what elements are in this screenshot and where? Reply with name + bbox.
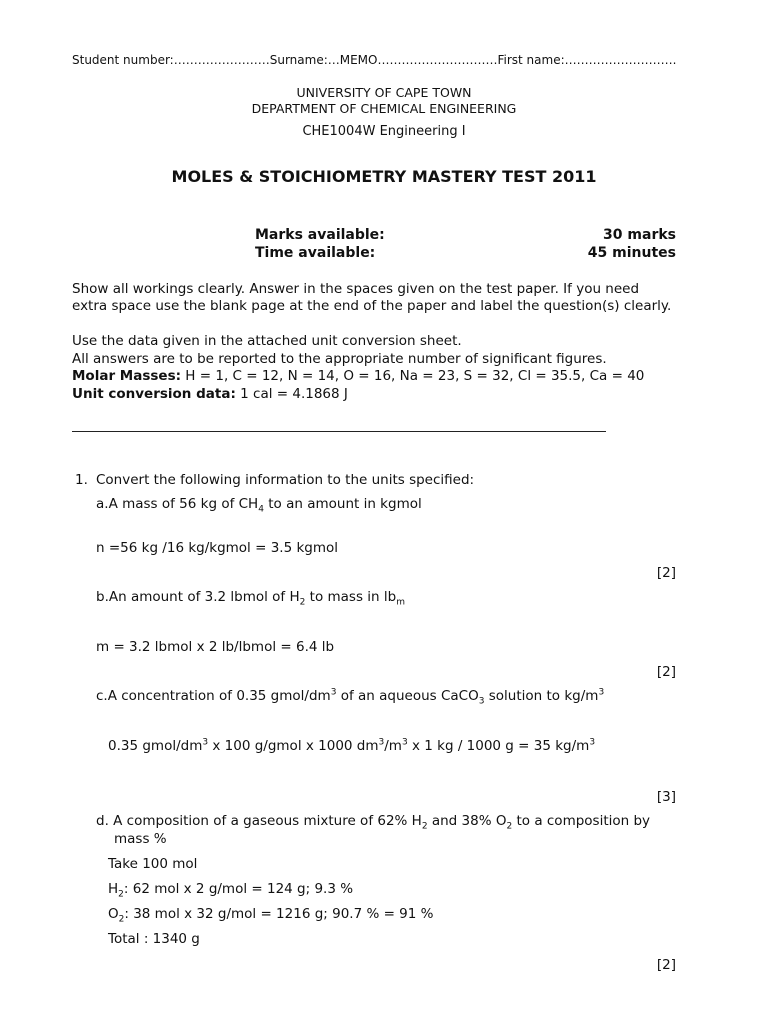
unit-conversion-value: 1 cal = 4.1868 J (235, 386, 348, 402)
answer-d-line: Total : 1340 g (108, 931, 200, 947)
marks-d: [2] (656, 957, 676, 973)
question-b: b.An amount of 3.2 lbmol of $H_2$ to mass in $lb_m$ (96, 589, 405, 608)
marks-label: Marks available: (255, 227, 385, 243)
answer-d-line: $O_2$: 38 mol x 32 g/mol = 1216 g; 90.7 % = 91 % (108, 906, 434, 925)
molar-masses-value: H = 1, C = 12, N = 14, O = 16, Na = 23, S = 32, Cl = 35.5, Ca = 40 (181, 368, 645, 384)
question-d: d. A composition of a gaseous mixture of 62% $H_2$ and 38% $O_2$ to a composition by (96, 813, 651, 832)
unit-conversion (72, 386, 348, 402)
question-d-continued: mass % (114, 831, 167, 847)
question-number: 1. (75, 472, 88, 488)
molar-masses (72, 368, 644, 384)
answer-d-line: $H_2$: 62 mol x 2 g/mol = 124 g; 9.3 % (108, 881, 354, 900)
marks-value: 30 marks (603, 227, 676, 243)
instruction-line: extra space use the blank page at the end of the paper and label the question(s) clearly. (72, 298, 672, 314)
department-name: DEPARTMENT OF CHEMICAL ENGINEERING (251, 101, 517, 116)
answer-a: n =56 kg /16 kg/kgmol = 3.5 kgmol (96, 540, 339, 556)
time-value: 45 minutes (587, 245, 676, 261)
marks-c: [3] (656, 789, 676, 805)
university-name: UNIVERSITY OF CAPE TOWN (296, 85, 472, 100)
marks-a: [2] (656, 565, 676, 581)
marks-b: [2] (656, 664, 676, 680)
question-a: a.A mass of 56 kg of $CH_4$ to an amount in kgmol (96, 496, 422, 515)
instruction-line: Show all workings clearly. Answer in the spaces given on the test paper. If you need (72, 281, 640, 297)
time-label: Time available: (255, 245, 376, 261)
instruction-line: All answers are to be reported to the appropriate number of significant figures. (72, 351, 607, 367)
answer-b: m = 3.2 lbmol x 2 lb/lbmol = 6.4 lb (96, 639, 335, 655)
divider (72, 431, 606, 432)
answer-d-line: Take 100 mol (108, 856, 198, 872)
course-name: CHE1004W Engineering I (302, 124, 466, 139)
question-prompt: Convert the following information to the units specified: (96, 472, 475, 488)
answer-c: 0.35 gmol/$dm^3$ x 100 g/gmol x 1000 $dm^3/m^3$ x 1 kg / 1000 g = 35 $kg/m^3$ (108, 737, 596, 754)
instruction-line: Use the data given in the attached unit conversion sheet. (72, 333, 462, 349)
question-c: c.A concentration of 0.35 gmol/$dm^3$ of an aqueous CaCO$_3$ solution to $kg/m^3$ (96, 687, 605, 707)
unit-conversion-label: Unit conversion data: (72, 386, 236, 402)
student-details-line: Student number:……………………Surname:…MEMO…………………………First name:………………………. (72, 53, 677, 67)
page-title: MOLES & STOICHIOMETRY MASTERY TEST 2011 (171, 167, 597, 186)
molar-masses-label: Molar Masses: (72, 368, 182, 384)
